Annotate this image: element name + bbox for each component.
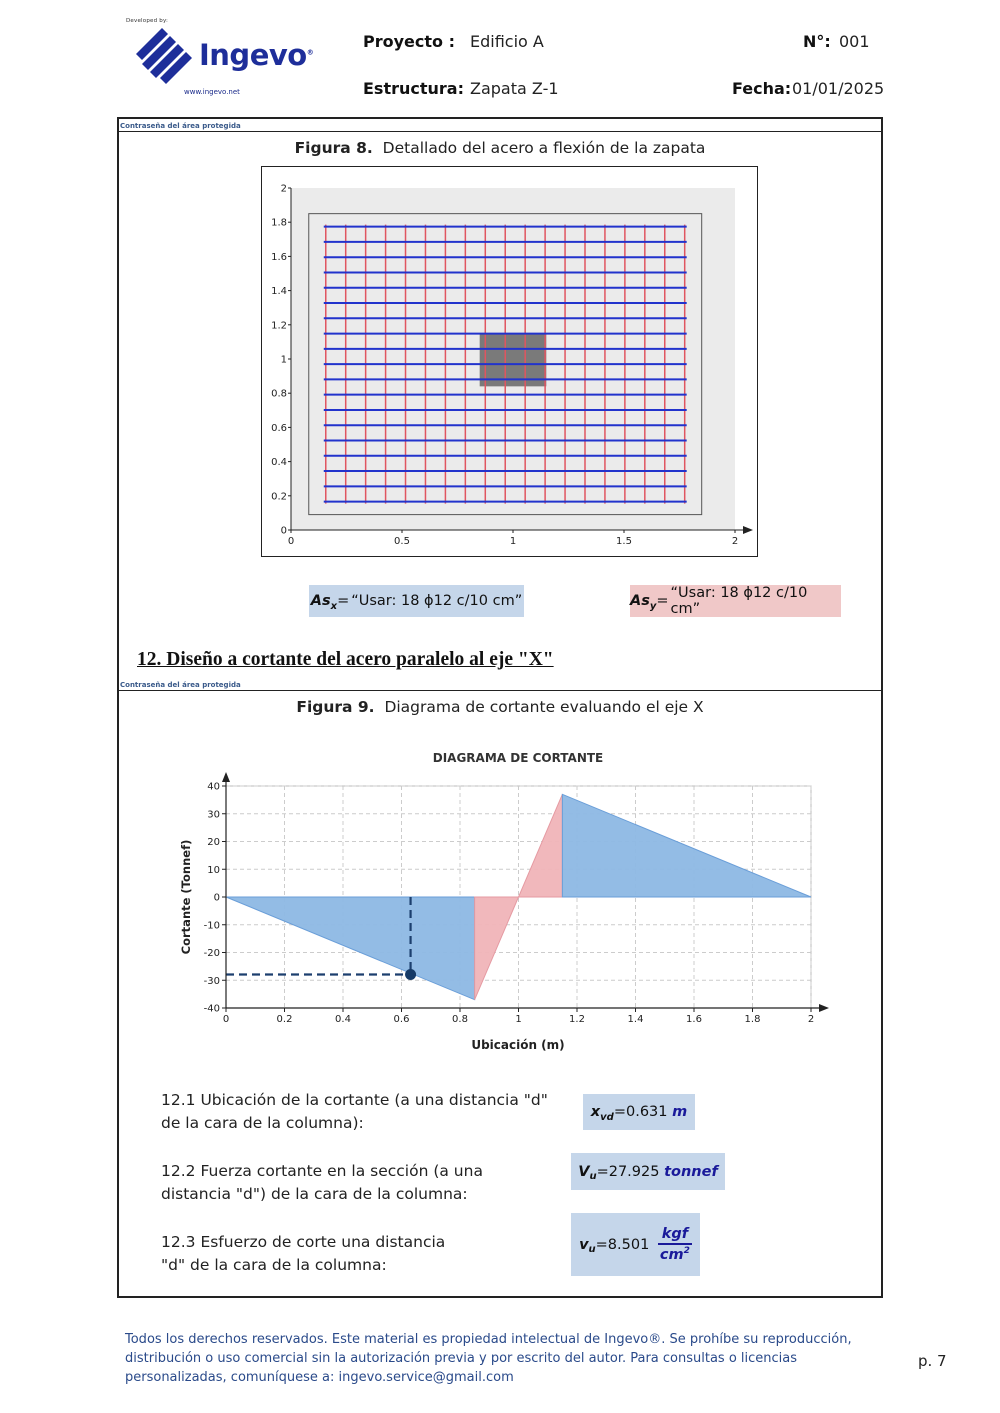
item-12-2-text: 12.2 Fuerza cortante en la sección (a una distancia "d") de la cara de la columna:: [161, 1162, 483, 1203]
y-tick-label: -30: [203, 975, 220, 987]
x-tick-label: 0.6: [393, 1014, 410, 1025]
y-tick-label: 0.2: [271, 491, 287, 503]
y-tick-label: 2: [280, 183, 287, 195]
y-axis-label: Cortante (Tonnef): [179, 839, 193, 955]
number-label: N°:: [803, 32, 831, 51]
x-tick-label: 0: [222, 1014, 230, 1025]
ingevo-logo-icon: [134, 26, 194, 84]
y-tick-label: 20: [207, 837, 220, 848]
x-tick-label: 1: [509, 536, 517, 547]
date-label: Fecha:: [732, 79, 792, 98]
number-value: 001: [839, 32, 870, 51]
item-12-1-text: 12.1 Ubicación de la cortante (a una distancia "d" de la cara de la columna):: [161, 1091, 548, 1132]
x-tick-label: 0.5: [394, 536, 410, 547]
figure8-caption: Figura 8. Detallado del acero a flexión de la zapata: [294, 139, 706, 157]
protected-area-label-2: Contraseña del área protegida: [120, 681, 241, 689]
section-divider-2: [119, 690, 881, 691]
x-tick-label: 1.4: [627, 1014, 644, 1025]
asy-result-box: As y = “Usar: 18 ϕ12 c/10 cm”: [630, 585, 841, 617]
shear-diagram-chart: [175, 740, 835, 1060]
shear-stress-result-box: v u = 8.501 kgf $cm^2$: [571, 1213, 700, 1276]
y-tick-label: 1.2: [271, 320, 287, 332]
date-value: 01/01/2025: [792, 79, 885, 98]
y-tick-label: -20: [203, 948, 220, 959]
developed-by-label: Developed by:: [126, 18, 169, 24]
x-tick-label: 1.2: [569, 1014, 585, 1025]
x-tick-label: 1.6: [686, 1014, 702, 1025]
section-divider: [119, 131, 881, 132]
section-12-title: 12. Diseño a cortante del acero paralelo al eje "X": [137, 649, 554, 670]
y-tick-label: 1.4: [271, 286, 287, 298]
y-tick-label: 1.6: [271, 251, 287, 263]
x-tick-label: 1.8: [744, 1014, 761, 1025]
y-tick-label: 0: [280, 525, 287, 537]
x-tick-label: 0: [287, 536, 295, 547]
project-value: Edificio A: [470, 32, 544, 51]
x-tick-label: 1: [515, 1014, 522, 1025]
y-tick-label: 40: [207, 781, 220, 793]
y-tick-label: -10: [203, 920, 220, 932]
y-tick-label: -40: [203, 1003, 220, 1015]
page-number: p. 7: [918, 1352, 947, 1370]
figure8-footing-plot: [261, 166, 758, 557]
y-tick-label: 0.8: [271, 388, 287, 400]
y-tick-label: 0.4: [271, 457, 287, 469]
y-tick-label: 0: [213, 892, 220, 904]
x-tick-label: 0.4: [335, 1014, 351, 1025]
shear-marker-point: [405, 969, 416, 980]
brand-name: Ingevo®: [199, 38, 314, 72]
structure-value: Zapata Z-1: [470, 79, 559, 98]
y-tick-label: 1.8: [271, 217, 287, 229]
y-tick-label: 30: [207, 809, 220, 821]
xvd-result-box: x vd = 0.631 m: [583, 1094, 695, 1130]
protected-area-label: Contraseña del área protegida: [120, 122, 241, 130]
x-tick-label: 0.8: [452, 1014, 468, 1025]
x-tick-label: 2: [807, 1014, 815, 1025]
website-link[interactable]: www.ingevo.net: [184, 88, 240, 96]
x-tick-label: 2: [731, 536, 739, 547]
y-tick-label: 1: [280, 354, 287, 366]
x-axis-arrow: [819, 1004, 829, 1012]
y-axis-arrow: [222, 772, 230, 782]
y-tick-label: 10: [207, 864, 220, 876]
x-axis-label: Ubicación (m): [471, 1038, 565, 1052]
chart-title: DIAGRAMA DE CORTANTE: [432, 751, 604, 765]
x-tick-label: 1.5: [616, 536, 632, 547]
copyright-footer: Todos los derechos reservados. Este material es propiedad intelectual de Ingevo®. Se prohíbe su reproducción, distribución o uso comercial sin la autorización previa y por escrito del autor. Para consultas o licencias personalizadas, comuníquese a: ingevo.service@gmail.com: [125, 1332, 852, 1385]
item-12-3-text: 12.3 Esfuerzo de corte una distancia "d" de la cara de la columna:: [161, 1233, 446, 1274]
x-tick-label: 0.2: [276, 1014, 293, 1025]
structure-label: Estructura:: [363, 79, 464, 98]
project-label: Proyecto :: [363, 32, 455, 51]
vu-result-box: V u = 27.925 tonnef: [571, 1153, 725, 1190]
y-tick-label: 0.6: [271, 422, 287, 434]
asx-result-box: As x = “Usar: 18 ϕ12 c/10 cm”: [309, 585, 524, 617]
figure9-caption: Figura 9. Diagrama de cortante evaluando el eje X: [296, 698, 704, 716]
